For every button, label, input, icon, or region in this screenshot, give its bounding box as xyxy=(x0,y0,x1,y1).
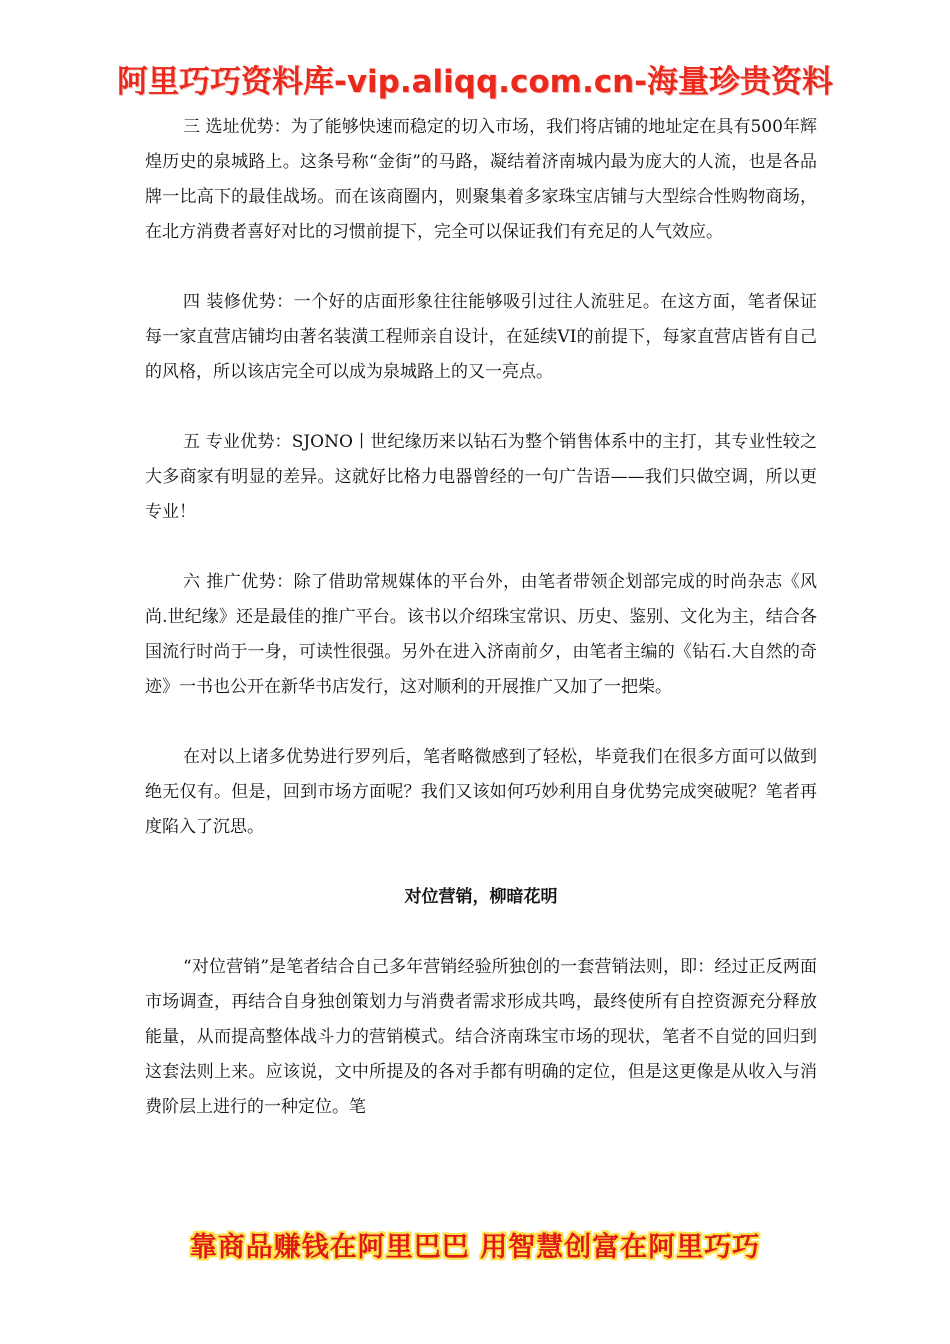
section-heading: 对位营销，柳暗花明 xyxy=(404,887,558,907)
document-body xyxy=(145,110,817,1125)
paragraph-promotion-advantage: 六 推广优势：除了借助常规媒体的平台外，由笔者带领企划部完成的时尚杂志《风尚.世纪缘》还是最佳的推广平台。该书以介绍珠宝常识、历史、鉴别、文化为主，结合各国流行时尚于一身，可读性很强。另外在进入济南前夕，由笔者主编的《钻石.大自然的奇迹》一书也公开在新华书店发行，这对顺利的开展推广又加了一把柴。 xyxy=(145,572,817,697)
paragraph-reflection: 在对以上诸多优势进行罗列后，笔者略微感到了轻松，毕竟我们在很多方面可以做到绝无仅有。但是，回到市场方面呢？我们又该如何巧妙利用自身优势完成突破呢？笔者再度陷入了沉思。 xyxy=(145,747,817,837)
paragraph-site-advantage: 三 选址优势：为了能够快速而稳定的切入市场，我们将店铺的地址定在具有500年辉煌历史的泉城路上。这条号称“金街”的马路，凝结着济南城内最为庞大的人流，也是各品牌一比高下的最佳战场。而在该商圈内，则聚集着多家珠宝店铺与大型综合性购物商场，在北方消费者喜好对比的习惯前提下，完全可以保证我们有充足的人气效应。 xyxy=(145,117,817,242)
paragraph-positioning-marketing: “对位营销”是笔者结合自己多年营销经验所独创的一套营销法则，即：经过正反两面市场调查，再结合自身独创策划力与消费者需求形成共鸣，最终使所有自控资源充分释放能量，从而提高整体战斗力的营销模式。结合济南珠宝市场的现状，笔者不自觉的回归到这套法则上来。应该说，文中所提及的各对手都有明确的定位，但是这更像是从收入与消费阶层上进行的一种定位。笔 xyxy=(145,957,817,1117)
footer-banner: 靠商品赚钱在阿里巴巴 用智慧创富在阿里巧巧 xyxy=(189,1232,761,1263)
paragraph-decoration-advantage: 四 装修优势：一个好的店面形象往往能够吸引过往人流驻足。在这方面，笔者保证每一家直营店铺均由著名装潢工程师亲自设计，在延续VI的前提下，每家直营店皆有自己的风格，所以该店完全可以成为泉城路上的又一亮点。 xyxy=(145,292,817,382)
header-banner: 阿里巧巧资料库-vip.aliqq.com.cn-海量珍贵资料 xyxy=(116,64,834,100)
paragraph-professional-advantage: 五 专业优势：SJONO丨世纪缘历来以钻石为整个销售体系中的主打，其专业性较之大多商家有明显的差异。这就好比格力电器曾经的一句广告语——我们只做空调，所以更专业！ xyxy=(145,432,817,522)
